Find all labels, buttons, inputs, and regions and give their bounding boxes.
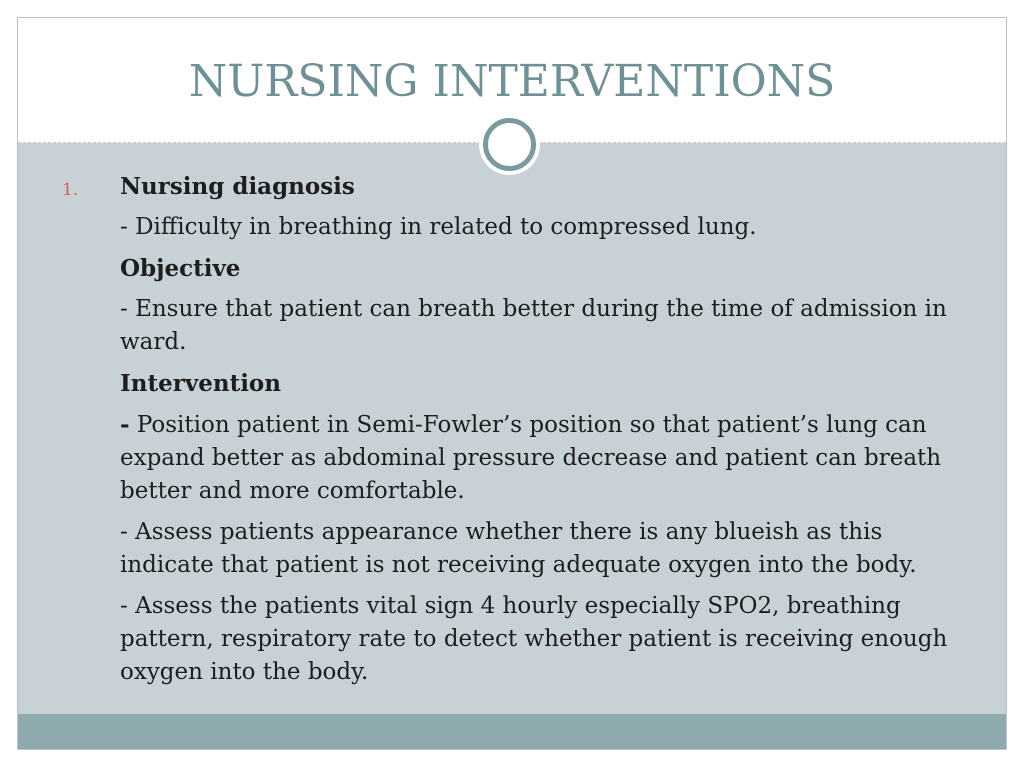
slide-content xyxy=(62,170,962,697)
intervention-heading: Intervention xyxy=(120,370,281,397)
objective-heading: Objective xyxy=(120,255,241,282)
diagnosis-text: - Difficulty in breathing in related to compressed lung. xyxy=(120,214,757,240)
list-item-body xyxy=(120,170,962,689)
diagnosis-heading: Nursing diagnosis xyxy=(120,173,355,200)
objective-text: - Ensure that patient can breath better during the time of admission in ward. xyxy=(120,296,947,355)
intervention-paragraph-3: - Assess the patients vital sign 4 hourly especially SPO2, breathing pattern, respiratory rate to detect whether patient is receiving enough oxygen into the body. xyxy=(120,593,948,685)
ring-ornament xyxy=(483,118,536,171)
slide-title: NURSING INTERVENTIONS xyxy=(188,56,836,107)
slide xyxy=(17,17,1007,750)
intervention-text-1: Position patient in Semi-Fowler’s position so that patient’s lung can expand better as abdominal pressure decrease and patient can breath better and more comfortable. xyxy=(120,412,942,504)
intervention-dash: - xyxy=(120,411,130,438)
bottom-band xyxy=(18,714,1006,749)
intervention-paragraph-1 xyxy=(120,408,962,508)
list-number: 1. xyxy=(62,180,79,200)
intervention-paragraph-2: - Assess patients appearance whether there is any blueish as this indicate that patient is not receiving adequate oxygen into the body. xyxy=(120,519,917,578)
